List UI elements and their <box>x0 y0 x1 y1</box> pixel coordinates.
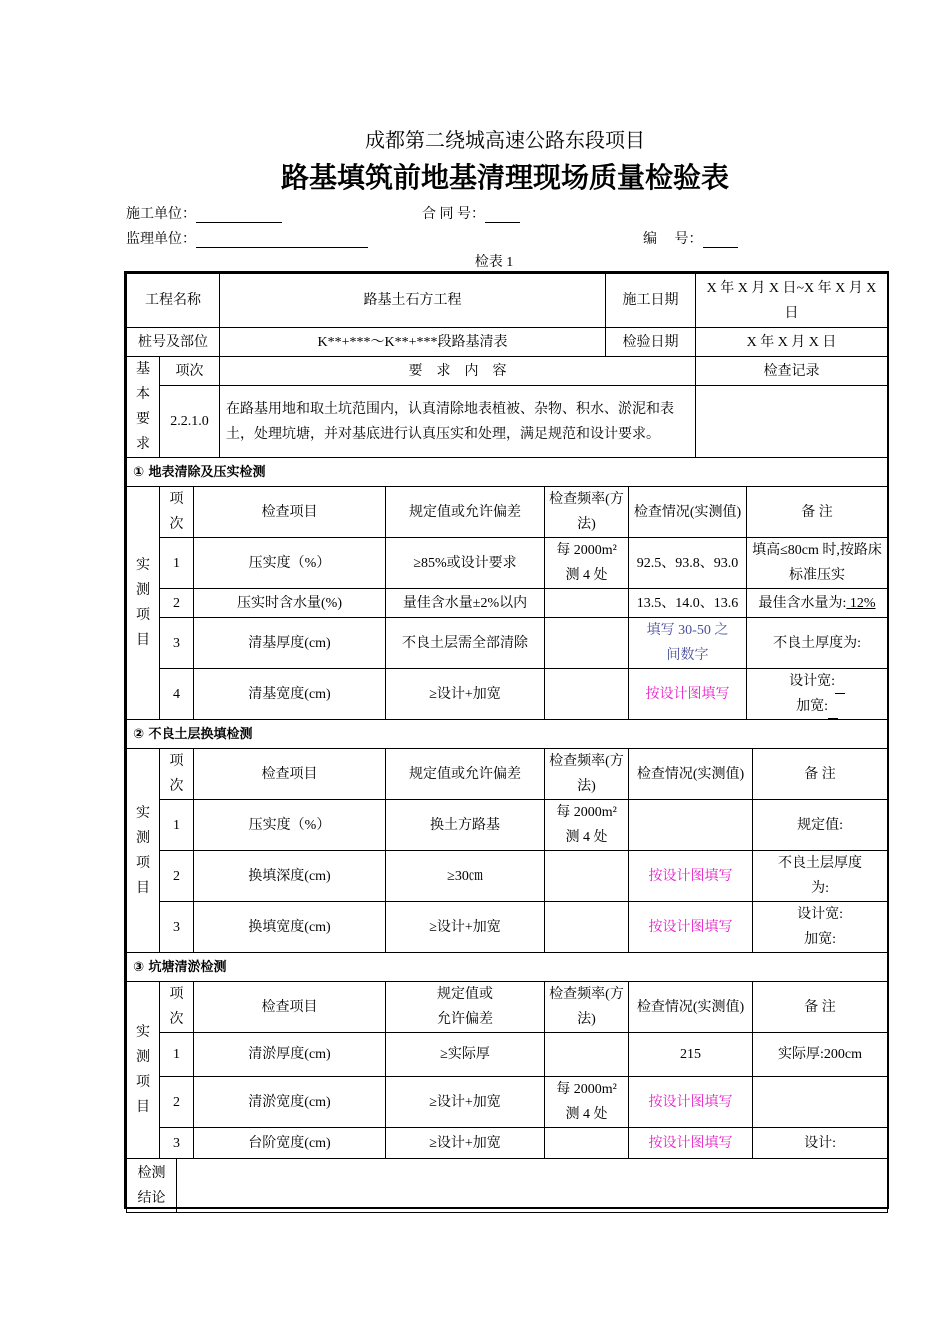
result-header: 检查情况(实测值) <box>629 487 747 538</box>
frequency-header: 检查频率(方法) <box>545 487 629 538</box>
remark-header: 备 注 <box>753 749 888 800</box>
frequency-header: 检查频率(方法) <box>545 749 629 800</box>
frequency: 每 2000m² 测 4 处 <box>545 800 629 851</box>
remark-header: 备 注 <box>753 982 888 1033</box>
item-no-header: 项次 <box>160 982 194 1033</box>
check-item: 台阶宽度(cm) <box>194 1128 386 1159</box>
inspection-date-label: 检验日期 <box>606 328 696 357</box>
frequency <box>545 1033 629 1077</box>
result[interactable]: 按设计图填写 <box>629 902 753 953</box>
form-number: 检表 1 <box>474 255 514 270</box>
remark-line-1: 设计宽: <box>789 674 835 689</box>
remark <box>747 669 888 720</box>
remark: 规定值: <box>753 800 888 851</box>
check-item: 压实度（%） <box>194 800 386 851</box>
table-row <box>127 618 888 669</box>
conclusion-label: 检测结论 <box>127 1159 177 1213</box>
basic-requirement-table <box>126 356 888 458</box>
construction-unit <box>126 203 282 223</box>
item-no: 1 <box>160 1033 194 1077</box>
tolerance-header: 规定值或 允许偏差 <box>386 982 545 1033</box>
contract-no <box>422 203 520 223</box>
item-no: 1 <box>160 538 194 589</box>
remark-prefix: 最佳含水量为: <box>758 595 847 611</box>
result[interactable]: 92.5、93.8、93.0 <box>629 538 747 589</box>
project-name-value: 路基土石方工程 <box>220 274 606 328</box>
result[interactable]: 按设计图填写 <box>629 1077 753 1128</box>
frequency-header: 检查频率(方法) <box>545 982 629 1033</box>
check-item: 清基厚度(cm) <box>194 618 386 669</box>
item-no: 3 <box>160 1128 194 1159</box>
tolerance: ≥实际厚 <box>386 1033 545 1077</box>
result[interactable]: 填写 30-50 之间数字 <box>629 618 747 669</box>
supervision-unit <box>126 228 368 248</box>
serial-no-field[interactable] <box>703 233 738 248</box>
inspection-table <box>124 271 889 1209</box>
result[interactable]: 按设计图填写 <box>629 669 747 720</box>
result-header: 检查情况(实测值) <box>629 749 753 800</box>
section-3-title: ③ 坑塘清淤检测 <box>127 953 888 982</box>
check-item: 压实度（%） <box>194 538 386 589</box>
remark-prefix: 不良土厚度为: <box>773 635 861 651</box>
remark-line-1: 设计宽: <box>797 907 843 922</box>
tolerance: 换土方路基 <box>386 800 545 851</box>
project-name-label: 工程名称 <box>127 274 220 328</box>
contract-no-label: 合 同 号： <box>422 207 485 222</box>
section-2-table <box>126 719 888 953</box>
table-row <box>127 800 888 851</box>
info-table <box>126 273 888 357</box>
table-row <box>127 902 888 953</box>
conclusion-table <box>126 1158 888 1213</box>
remark: 填高≤80cm 时,按路床标准压实 <box>747 538 888 589</box>
supervision-unit-field[interactable] <box>196 233 368 248</box>
measure-label: 实测项目 <box>127 487 160 720</box>
remark <box>747 589 888 618</box>
result[interactable]: 按设计图填写 <box>629 1128 753 1159</box>
tolerance: ≥设计+加宽 <box>386 1128 545 1159</box>
check-item: 清淤厚度(cm) <box>194 1033 386 1077</box>
basic-requirement-side-label: 基本要求 <box>127 357 160 458</box>
result[interactable]: 13.5、14.0、13.6 <box>629 589 747 618</box>
item-no: 2 <box>160 1077 194 1128</box>
frequency <box>545 902 629 953</box>
remark: 不良土层厚度为: <box>753 851 888 902</box>
requirement-header: 要 求 内 容 <box>220 357 696 386</box>
check-item: 清基宽度(cm) <box>194 669 386 720</box>
check-item-header: 检查项目 <box>194 749 386 800</box>
check-item: 换填深度(cm) <box>194 851 386 902</box>
station-value: K**+***～K**+***段路基清表 <box>220 328 606 357</box>
construction-unit-field[interactable] <box>196 208 282 223</box>
remark-line-2: 加宽: <box>804 932 836 947</box>
result[interactable]: 按设计图填写 <box>629 851 753 902</box>
station-label: 桩号及部位 <box>127 328 220 357</box>
construction-date-label: 施工日期 <box>606 274 696 328</box>
tolerance: 量佳含水量±2%以内 <box>386 589 545 618</box>
requirement-text: 在路基用地和取土坑范围内，认真清除地表植被、杂物、积水、淤泥和表土，处理坑塘，并对基底进行认真压实和处理，满足规范和设计要求。 <box>220 386 696 458</box>
frequency <box>545 851 629 902</box>
inspection-date-value: X 年 X 月 X 日 <box>696 328 888 357</box>
remark: 设计: <box>753 1128 888 1159</box>
basic-item-no-header: 项次 <box>160 357 220 386</box>
section-1-title: ① 地表清除及压实检测 <box>127 458 888 487</box>
remark <box>753 1077 888 1128</box>
item-no: 1 <box>160 800 194 851</box>
remark <box>753 902 888 953</box>
item-no: 2 <box>160 589 194 618</box>
table-row <box>127 1077 888 1128</box>
frequency: 每 2000m² 测 4 处 <box>545 538 629 589</box>
result[interactable] <box>629 800 753 851</box>
supervision-unit-label: 监理单位： <box>126 232 196 247</box>
conclusion-content[interactable] <box>177 1159 888 1213</box>
table-row <box>127 1128 888 1159</box>
table-row <box>127 669 888 720</box>
record-value[interactable] <box>696 386 888 458</box>
item-no-header: 项次 <box>160 487 194 538</box>
frequency <box>545 618 629 669</box>
measure-label: 实测项目 <box>127 982 160 1159</box>
item-no: 3 <box>160 902 194 953</box>
tolerance-header: 规定值或允许偏差 <box>386 749 545 800</box>
check-item: 换填宽度(cm) <box>194 902 386 953</box>
frequency <box>545 1128 629 1159</box>
tolerance: ≥30㎝ <box>386 851 545 902</box>
table-row <box>127 1033 888 1077</box>
basic-item-no: 2.2.1.0 <box>160 386 220 458</box>
construction-date-value: X 年 X 月 X 日~X 年 X 月 X 日 <box>696 274 888 328</box>
frequency <box>545 589 629 618</box>
item-no: 3 <box>160 618 194 669</box>
serial-no <box>643 228 738 248</box>
remark: 实际厚:200cm <box>753 1033 888 1077</box>
record-header: 检查记录 <box>696 357 888 386</box>
section-3-table <box>126 952 888 1159</box>
result[interactable]: 215 <box>629 1033 753 1077</box>
frequency <box>545 669 629 720</box>
check-item: 清淤宽度(cm) <box>194 1077 386 1128</box>
check-item-header: 检查项目 <box>194 982 386 1033</box>
construction-unit-label: 施工单位： <box>126 207 196 222</box>
table-row <box>127 538 888 589</box>
frequency: 每 2000m² 测 4 处 <box>545 1077 629 1128</box>
tolerance: ≥85%或设计要求 <box>386 538 545 589</box>
remark-line-2: 加宽: <box>796 699 828 714</box>
remark <box>747 618 888 669</box>
project-name: 成都第二绕城高速公路东段项目 <box>365 130 645 152</box>
tolerance: ≥设计+加宽 <box>386 902 545 953</box>
remark-header: 备 注 <box>747 487 888 538</box>
contract-no-field[interactable] <box>485 208 520 223</box>
item-no-header: 项次 <box>160 749 194 800</box>
tolerance: ≥设计+加宽 <box>386 669 545 720</box>
table-row <box>127 851 888 902</box>
measure-label: 实测项目 <box>127 749 160 953</box>
item-no: 2 <box>160 851 194 902</box>
check-item: 压实时含水量(%) <box>194 589 386 618</box>
section-2-title: ② 不良土层换填检测 <box>127 720 888 749</box>
tolerance-header: 规定值或允许偏差 <box>386 487 545 538</box>
serial-no-label: 编 号： <box>643 232 703 247</box>
check-item-header: 检查项目 <box>194 487 386 538</box>
section-1-table <box>126 457 888 720</box>
form-title: 路基填筑前地基清理现场质量检验表 <box>280 161 729 194</box>
result-header: 检查情况(实测值) <box>629 982 753 1033</box>
tolerance: 不良土层需全部清除 <box>386 618 545 669</box>
remark-value[interactable]: 12% <box>846 595 876 611</box>
table-row <box>127 589 888 618</box>
item-no: 4 <box>160 669 194 720</box>
tolerance: ≥设计+加宽 <box>386 1077 545 1128</box>
